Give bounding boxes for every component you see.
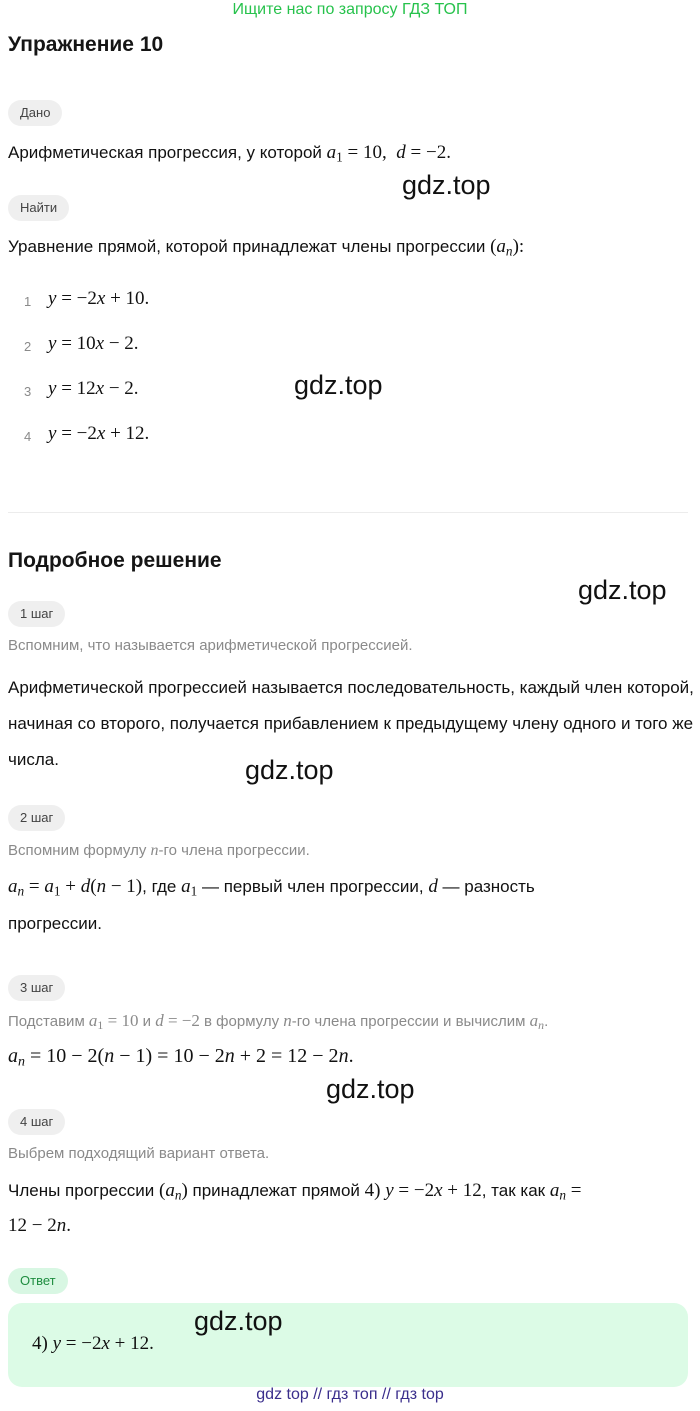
option-2: y = 10x − 2. [48,333,139,354]
find-label: Найти [8,195,69,221]
step-2-text-a: , где [142,877,182,896]
step-3-hint-d: -го члена прогрессии и вычислим [291,1013,530,1030]
watermark: gdz.top [402,170,491,200]
watermark: gdz.top [326,1074,415,1104]
option-3: y = 12x − 2. [48,378,139,399]
step-2-text-d: прогрессии. [8,914,102,933]
step-3-hint-c: в формулу [199,1013,284,1030]
option-4: y = −2x + 12. [48,423,150,444]
step-3-formula: $a_n = 10 - 2(n - 1) = 10 - 2n + 2 = 12 - 2n$. [8,1045,354,1070]
find-prefix: Уравнение прямой, которой принадлежат члены прогрессии [8,237,491,256]
step-2-text-b: — первый член прогрессии, [197,877,429,896]
step-2-hint-b: -го члена прогрессии. [158,842,310,859]
find-formula: $(a_n)$: [490,236,525,259]
step-4-text-c: , так как [481,1181,550,1200]
page-title: Упражнение 10 [8,33,164,56]
step-4-hint: Выбрем подходящий вариант ответа. [8,1145,270,1162]
option-number: 3 [24,384,32,399]
step-4-text: Члены прогрессии $(a_n)$ принадлежат прямой 4) y = −2x + 12, так как $a_n$ = [8,1180,582,1203]
step-3-label: 3 шаг [8,975,65,1001]
step-3-hint: Подставим $a_1 = 10$ и d = −2 в формулу n-го члена прогрессии и вычислим $a_n$. [8,1011,549,1032]
step-4-label: 4 шаг [8,1109,65,1135]
watermark: gdz.top [294,370,383,400]
watermark: gdz.top [578,575,667,605]
given-formula: $a_1 = 10$, d = −2. [326,142,451,165]
option-1: y = −2x + 10. [48,288,150,309]
given-prefix: Арифметическая прогрессия, у которой [8,143,327,162]
watermark: gdz.top [194,1306,283,1336]
step-2-hint-a: Вспомним формулу [8,842,151,859]
find-text [8,236,524,259]
answer-label: Ответ [8,1268,68,1294]
given-label: Дано [8,100,62,126]
option-number: 2 [24,339,32,354]
step-3-hint-e: . [544,1013,549,1030]
step-3-hint-a: Подставим [8,1013,89,1030]
step-1-text: Арифметической прогрессией называется последовательность, каждый член которой, начиная со второго, получается прибавлением к предыдущему члену одного и того же числа. [8,678,694,769]
top-banner: Ищите нас по запросу ГДЗ ТОП [232,1,468,18]
step-1-label: 1 шаг [8,601,65,627]
step-2-text-c: — разность [437,877,535,896]
footer-links[interactable]: gdz top // гдз топ // гдз top [256,1386,444,1403]
step-3-hint-b: и [138,1013,156,1030]
step-1-hint: Вспомним, что называется арифметической прогрессией. [8,637,413,654]
step-4-text-a: Члены прогрессии [8,1181,159,1200]
option-number: 1 [24,294,32,309]
watermark: gdz.top [245,755,334,785]
option-number: 4 [24,429,32,444]
section-divider [8,512,688,513]
step-2-text: $a_n = a_1 + d(n - 1)$, где $a_1$ — первый член прогрессии, d — разность [8,876,535,899]
step-4-text-b: принадлежат прямой [187,1181,365,1200]
step-2-hint: Вспомним формулу n-го члена прогрессии. [8,842,310,859]
step-2-label: 2 шаг [8,805,65,831]
step-4-text-cont: 12 − 2n. [8,1215,71,1236]
solution-title: Подробное решение [8,549,222,572]
answer-formula: 4) y = −2x + 12. [32,1333,154,1354]
given-text [8,142,451,165]
